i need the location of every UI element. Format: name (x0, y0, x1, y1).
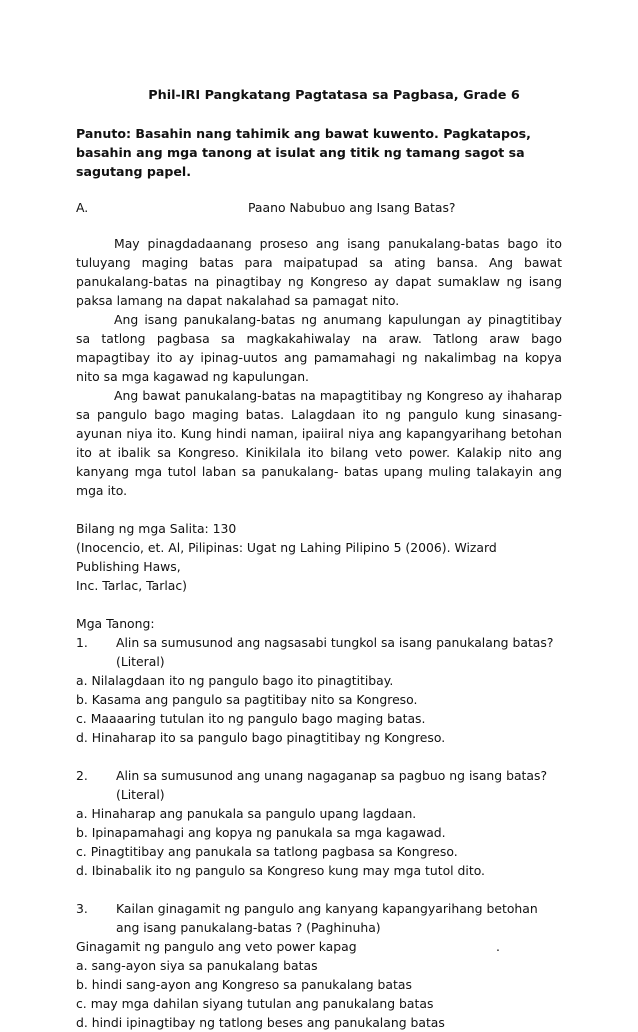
stem-end: . (496, 939, 500, 954)
option-a: a. sang-ayon siya sa panukalang batas (76, 958, 318, 973)
story-title: Paano Nabubuo ang Isang Batas? (248, 200, 456, 215)
citation-line-2: Inc. Tarlac, Tarlac) (76, 578, 188, 593)
question-2 (76, 766, 562, 880)
question-number: 1. (76, 635, 88, 650)
option-c: c. Pinagtitibay ang panukala sa tatlong pagbasa sa Kongreso. (76, 844, 458, 859)
question-3 (76, 899, 562, 1032)
option-b: b. Kasama ang pangulo sa pagtitibay nito sa Kongreso. (76, 692, 418, 707)
question-number: 3. (76, 901, 88, 916)
question-text: Alin sa sumusunod ang nagsasabi tungkol sa isang panukalang batas? (Literal) (116, 635, 554, 669)
option-c: c. Maaaaring tutulan ito ng pangulo bago maging batas. (76, 711, 426, 726)
story-paragraph-1: May pinagdadaanang proseso ang isang panukalang-batas bago ito tuluyang maging batas para maipatupad sa ating bansa. Ang bawat panukalang-batas na pinagtibay ng Kongreso ay dapat sumaklaw ng isang paksa lamang na dapat nakalahad sa pamagat nito. (76, 236, 562, 308)
question-number: 2. (76, 768, 88, 783)
question-text: Alin sa sumusunod ang unang nagaganap sa pagbuo ng isang batas? (Literal) (116, 768, 548, 802)
questions-heading: Mga Tanong: (76, 616, 155, 631)
question-1 (76, 633, 562, 747)
answer-stem (76, 937, 562, 956)
question-text: Kailan ginagamit ng pangulo ang kanyang kapangyarihang betohan ang isang panukalang-batas ? (Paghinuha) (116, 901, 538, 935)
document-page (76, 86, 562, 1032)
option-c: c. may mga dahilan siyang tutulan ang panukalang batas (76, 996, 434, 1011)
option-a: a. Hinaharap ang panukala sa pangulo upang lagdaan. (76, 806, 417, 821)
story-paragraph-3: Ang bawat panukalang-batas na mapagtitibay ng Kongreso ay ihaharap sa pangulo bago maging batas. Lalagdaan ito ng pangulo kung sinasang-ayunan niya ito. Kung hindi naman, ipaiiral niya ang kapangyarihang betohan ito at ibalik sa Kongreso. Kinikilala ito bilang veto power. Kalakip nito ang kanyang mga tutol laban sa panukalang- batas upang muling talakayin ang mga ito. (76, 388, 562, 498)
story-heading (76, 198, 562, 217)
instructions: Panuto: Basahin nang tahimik ang bawat kuwento. Pagkatapos, basahin ang mga tanong at isulat ang titik ng tamang sagot sa sagutang papel. (76, 126, 531, 179)
stem-text: Ginagamit ng pangulo ang veto power kapag (76, 939, 357, 954)
option-b: b. Ipinapamahagi ang kopya ng panukala sa mga kagawad. (76, 825, 446, 840)
option-b: b. hindi sang-ayon ang Kongreso sa panukalang batas (76, 977, 412, 992)
option-d: d. Ibinabalik ito ng pangulo sa Kongreso kung may mga tutol dito. (76, 863, 485, 878)
option-d: d. Hinaharap ito sa pangulo bago pinagtitibay ng Kongreso. (76, 730, 446, 745)
citation-line-1: (Inocencio, et. Al, Pilipinas: Ugat ng Lahing Pilipino 5 (2006). Wizard Publishing Haws, (76, 540, 497, 574)
section-letter: A. (76, 200, 89, 215)
story-paragraph-2: Ang isang panukalang-batas ng anumang kapulungan ay pinagtitibay sa tatlong pagbasa sa magkakahiwalay na araw. Tatlong araw bago mapagtibay ito ay ipinag-uutos ang pamamahagi ng nakalimbag na kopya nito sa mga kagawad ng kapulungan. (76, 312, 562, 384)
word-count: Bilang ng mga Salita: 130 (76, 521, 237, 536)
option-a: a. Nilalagdaan ito ng pangulo bago ito pinagtitibay. (76, 673, 394, 688)
document-title: Phil-IRI Pangkatang Pagtatasa sa Pagbasa, Grade 6 (148, 88, 520, 103)
option-d: d. hindi ipinagtibay ng tatlong beses ang panukalang batas (76, 1015, 445, 1030)
